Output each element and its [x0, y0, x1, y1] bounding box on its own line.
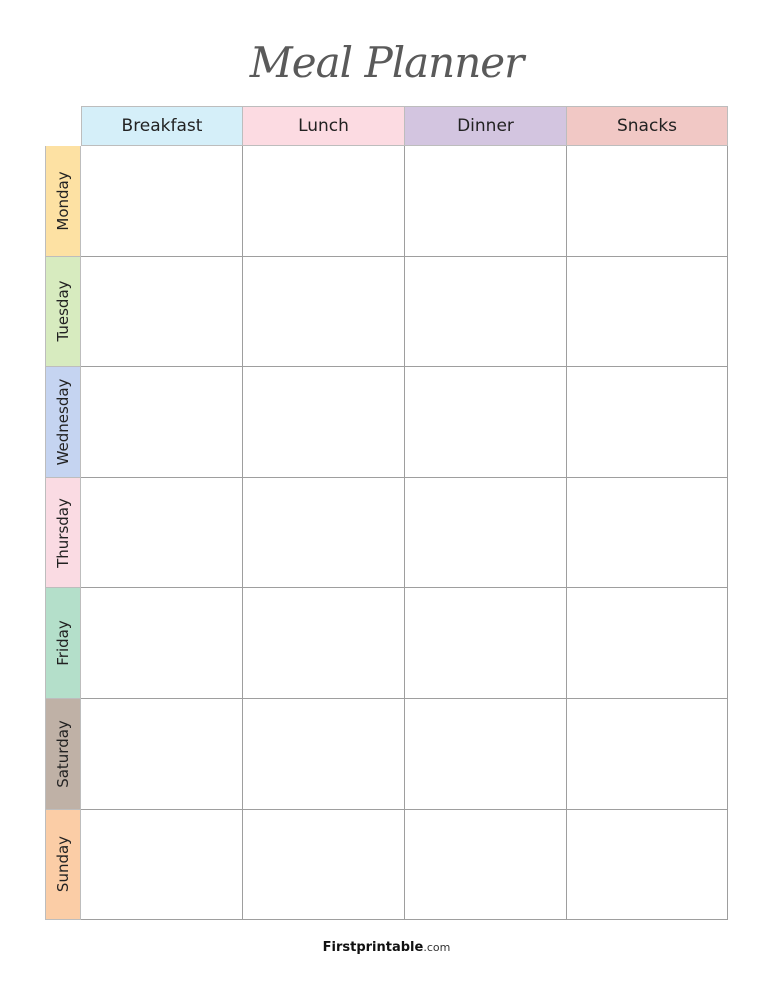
meal-cell[interactable]	[81, 810, 243, 921]
meal-cell[interactable]	[243, 146, 405, 257]
meal-cell[interactable]	[405, 478, 567, 589]
day-label: Wednesday	[54, 378, 72, 466]
page-title: Meal Planner	[249, 38, 524, 87]
meal-cell[interactable]	[405, 146, 567, 257]
column-header-breakfast	[81, 106, 243, 146]
meal-cell[interactable]	[567, 588, 728, 699]
meal-cell[interactable]	[243, 478, 405, 589]
footer-brand: Firstprintable	[322, 940, 424, 955]
meal-cell[interactable]	[81, 699, 243, 810]
column-label: Dinner	[457, 116, 514, 136]
meal-cell[interactable]	[567, 257, 728, 368]
meal-cell[interactable]	[243, 699, 405, 810]
meal-cell[interactable]	[405, 588, 567, 699]
day-label: Thursday	[54, 497, 72, 568]
day-label: Tuesday	[54, 280, 72, 342]
meal-cell[interactable]	[405, 699, 567, 810]
footer-credit	[0, 940, 773, 955]
meal-cell[interactable]	[243, 367, 405, 478]
meal-cell[interactable]	[81, 257, 243, 368]
meal-cell[interactable]	[81, 588, 243, 699]
meal-cell[interactable]	[81, 146, 243, 257]
column-header-lunch	[243, 106, 405, 146]
meal-cell[interactable]	[567, 699, 728, 810]
column-header-snacks	[567, 106, 728, 146]
meal-cell[interactable]	[81, 367, 243, 478]
grid-corner	[45, 106, 81, 146]
column-label: Lunch	[298, 116, 349, 136]
row-header-wednesday	[45, 367, 81, 478]
column-header-dinner	[405, 106, 567, 146]
row-header-saturday	[45, 699, 81, 810]
row-header-sunday	[45, 810, 81, 921]
meal-cell[interactable]	[81, 478, 243, 589]
meal-cell[interactable]	[405, 257, 567, 368]
meal-grid	[45, 106, 728, 920]
day-label: Sunday	[54, 836, 72, 893]
row-header-friday	[45, 588, 81, 699]
day-label: Monday	[54, 171, 72, 231]
meal-cell[interactable]	[567, 367, 728, 478]
meal-cell[interactable]	[405, 810, 567, 921]
meal-cell[interactable]	[405, 367, 567, 478]
meal-cell[interactable]	[567, 146, 728, 257]
meal-cell[interactable]	[567, 478, 728, 589]
row-header-thursday	[45, 478, 81, 589]
row-header-tuesday	[45, 257, 81, 368]
meal-cell[interactable]	[243, 810, 405, 921]
meal-cell[interactable]	[567, 810, 728, 921]
column-label: Breakfast	[121, 116, 203, 136]
day-label: Saturday	[54, 719, 72, 788]
column-label: Snacks	[616, 116, 678, 136]
meal-cell[interactable]	[243, 257, 405, 368]
footer-tld: .com	[423, 941, 451, 954]
row-header-monday	[45, 146, 81, 257]
day-label: Friday	[54, 620, 72, 666]
meal-cell[interactable]	[243, 588, 405, 699]
